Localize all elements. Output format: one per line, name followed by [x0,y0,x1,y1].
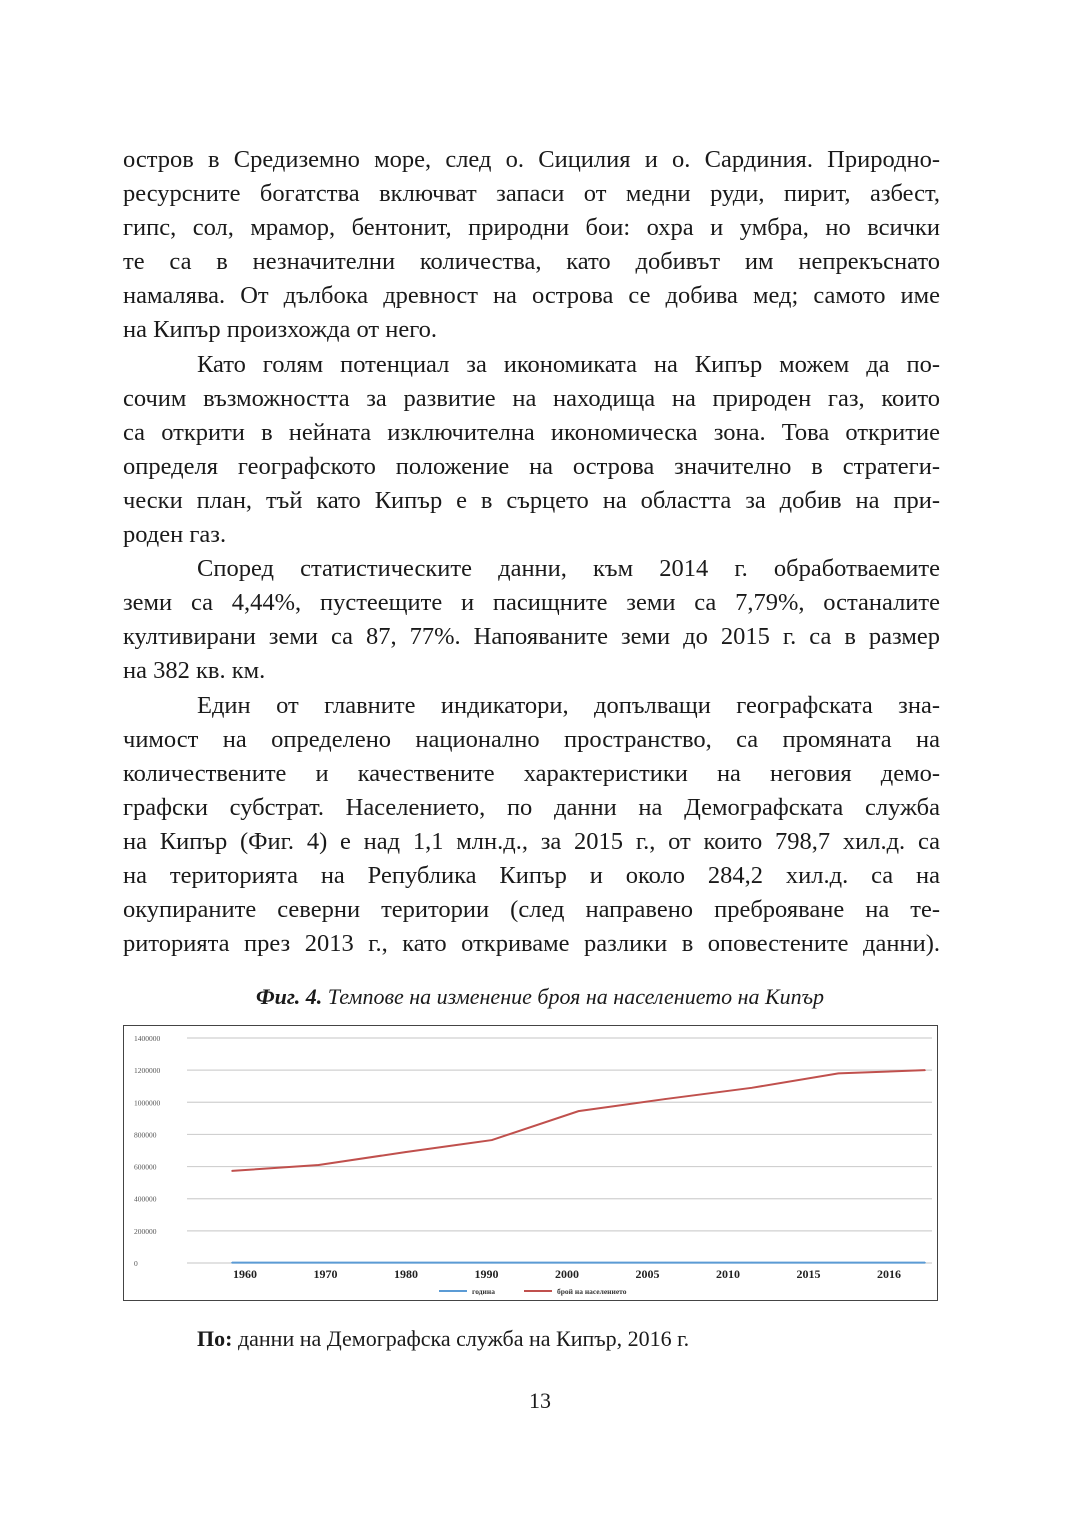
x-tick-label: 2005 [635,1267,660,1281]
y-tick-label: 1000000 [134,1098,161,1108]
y-tick-label: 400000 [134,1194,157,1204]
text-line: риторията през 2013 г., като откриваме разлики в оповестените данни). [123,930,940,958]
data-point [838,1262,840,1264]
y-tick-label: 600000 [134,1162,157,1172]
text-line: те са в незначителни количества, като добивът им непрекъснато [123,248,940,276]
text-line: ресурсните богатства включват запаси от медни руди, пирит, азбест, [123,180,940,208]
x-tick-label: 2000 [555,1267,579,1281]
x-tick-label: 1980 [394,1267,418,1281]
x-tick-label: 2016 [877,1267,901,1281]
x-tick-label: 1970 [313,1267,338,1281]
text-line: графски субстрат. Населението, по данни на Демографската служба [123,793,940,821]
y-tick-label: 800000 [134,1130,157,1140]
population-chart [123,1025,938,1301]
text-line: култивирани земи са 87, 77%. Напояваните земи до 2015 г. са в размер [123,623,940,651]
chart-svg [124,1026,936,1299]
data-point [751,1262,753,1264]
page-number: 13 [529,1388,551,1413]
text-line: Според статистическите данни, към 2014 г. обработваемите [197,555,940,583]
body-text [123,143,940,961]
x-tick-label: 1990 [474,1267,499,1281]
data-point [838,1073,840,1075]
text-line: на територията на Република Кипър и около 284,2 хил.д. са на [123,861,940,889]
text-line: намалява. От дълбока древност на острова се добива мед; самото име [123,282,940,310]
figure-label: Фиг. 4. [255,984,323,1009]
text-line: окупираните северни територии (след направено преброяване на те- [123,896,940,924]
y-tick-label: 200000 [134,1226,157,1236]
data-point [751,1087,753,1089]
data-point [924,1262,926,1264]
y-tick-label: 1200000 [134,1066,161,1076]
data-point [491,1139,493,1141]
text-line: остров в Средиземно море, след о. Сицилия и о. Сардиния. Природно- [123,146,940,173]
data-point [578,1262,580,1264]
text-line: Един от главните индикатори, допълващи географската зна- [197,691,940,719]
x-tick-label: 2010 [716,1267,740,1281]
data-point [318,1262,320,1264]
x-tick-label: 2015 [796,1267,821,1281]
data-point [664,1262,666,1264]
data-point [231,1262,233,1264]
text-line: чески план, тъй като Кипър е в сърцето на областта за добив на при- [123,486,940,514]
y-tick-label: 0 [134,1259,138,1268]
source-text: данни на Демографска служба на Кипър, 2016 г. [232,1326,690,1351]
data-point [578,1110,580,1112]
data-point [664,1098,666,1100]
text-line: земи са 4,44%, пустеещите и пасищните земи са 7,79%, останалите [123,589,940,617]
figure-caption [0,984,1080,1010]
text-line: на Кипър произхожда от него. [123,316,438,344]
text-line: количествените и качествените характеристики на неговия демо- [123,759,940,787]
text-line: Като голям потенциал за икономиката на Кипър можем да по- [197,350,940,378]
data-point [404,1262,406,1264]
series-line-1 [232,1070,925,1171]
legend-label: брой на населението [557,1287,627,1296]
data-point [924,1069,926,1071]
x-tick-label: 1960 [233,1267,257,1281]
data-point [491,1262,493,1264]
text-line: на 382 кв. км. [123,657,266,685]
text-line: роден газ. [123,521,227,549]
data-point [404,1151,406,1153]
figure-source [197,1326,689,1352]
text-line: сочим възможността за развитие на находища на природен газ, които [123,384,940,412]
data-point [318,1164,320,1166]
figure-title: Темпове на изменение броя на населението на Кипър [327,984,825,1009]
text-line: са открити в нейната изключителна икономическа зона. Това откритие [123,418,940,446]
legend-label: година [472,1287,495,1296]
text-line: гипс, сол, мрамор, бентонит, природни бои: охра и умбра, но всички [123,214,940,242]
source-label: По: [197,1326,233,1351]
text-line: чимост на определено национално пространство, са промяната на [123,725,940,753]
text-line: определя географското положение на острова значително в стратеги- [123,452,940,480]
data-point [231,1170,233,1172]
text-line: на Кипър (Фиг. 4) е над 1,1 млн.д., за 2015 г., от които 798,7 хил.д. са [123,827,940,855]
y-tick-label: 1400000 [134,1034,161,1043]
